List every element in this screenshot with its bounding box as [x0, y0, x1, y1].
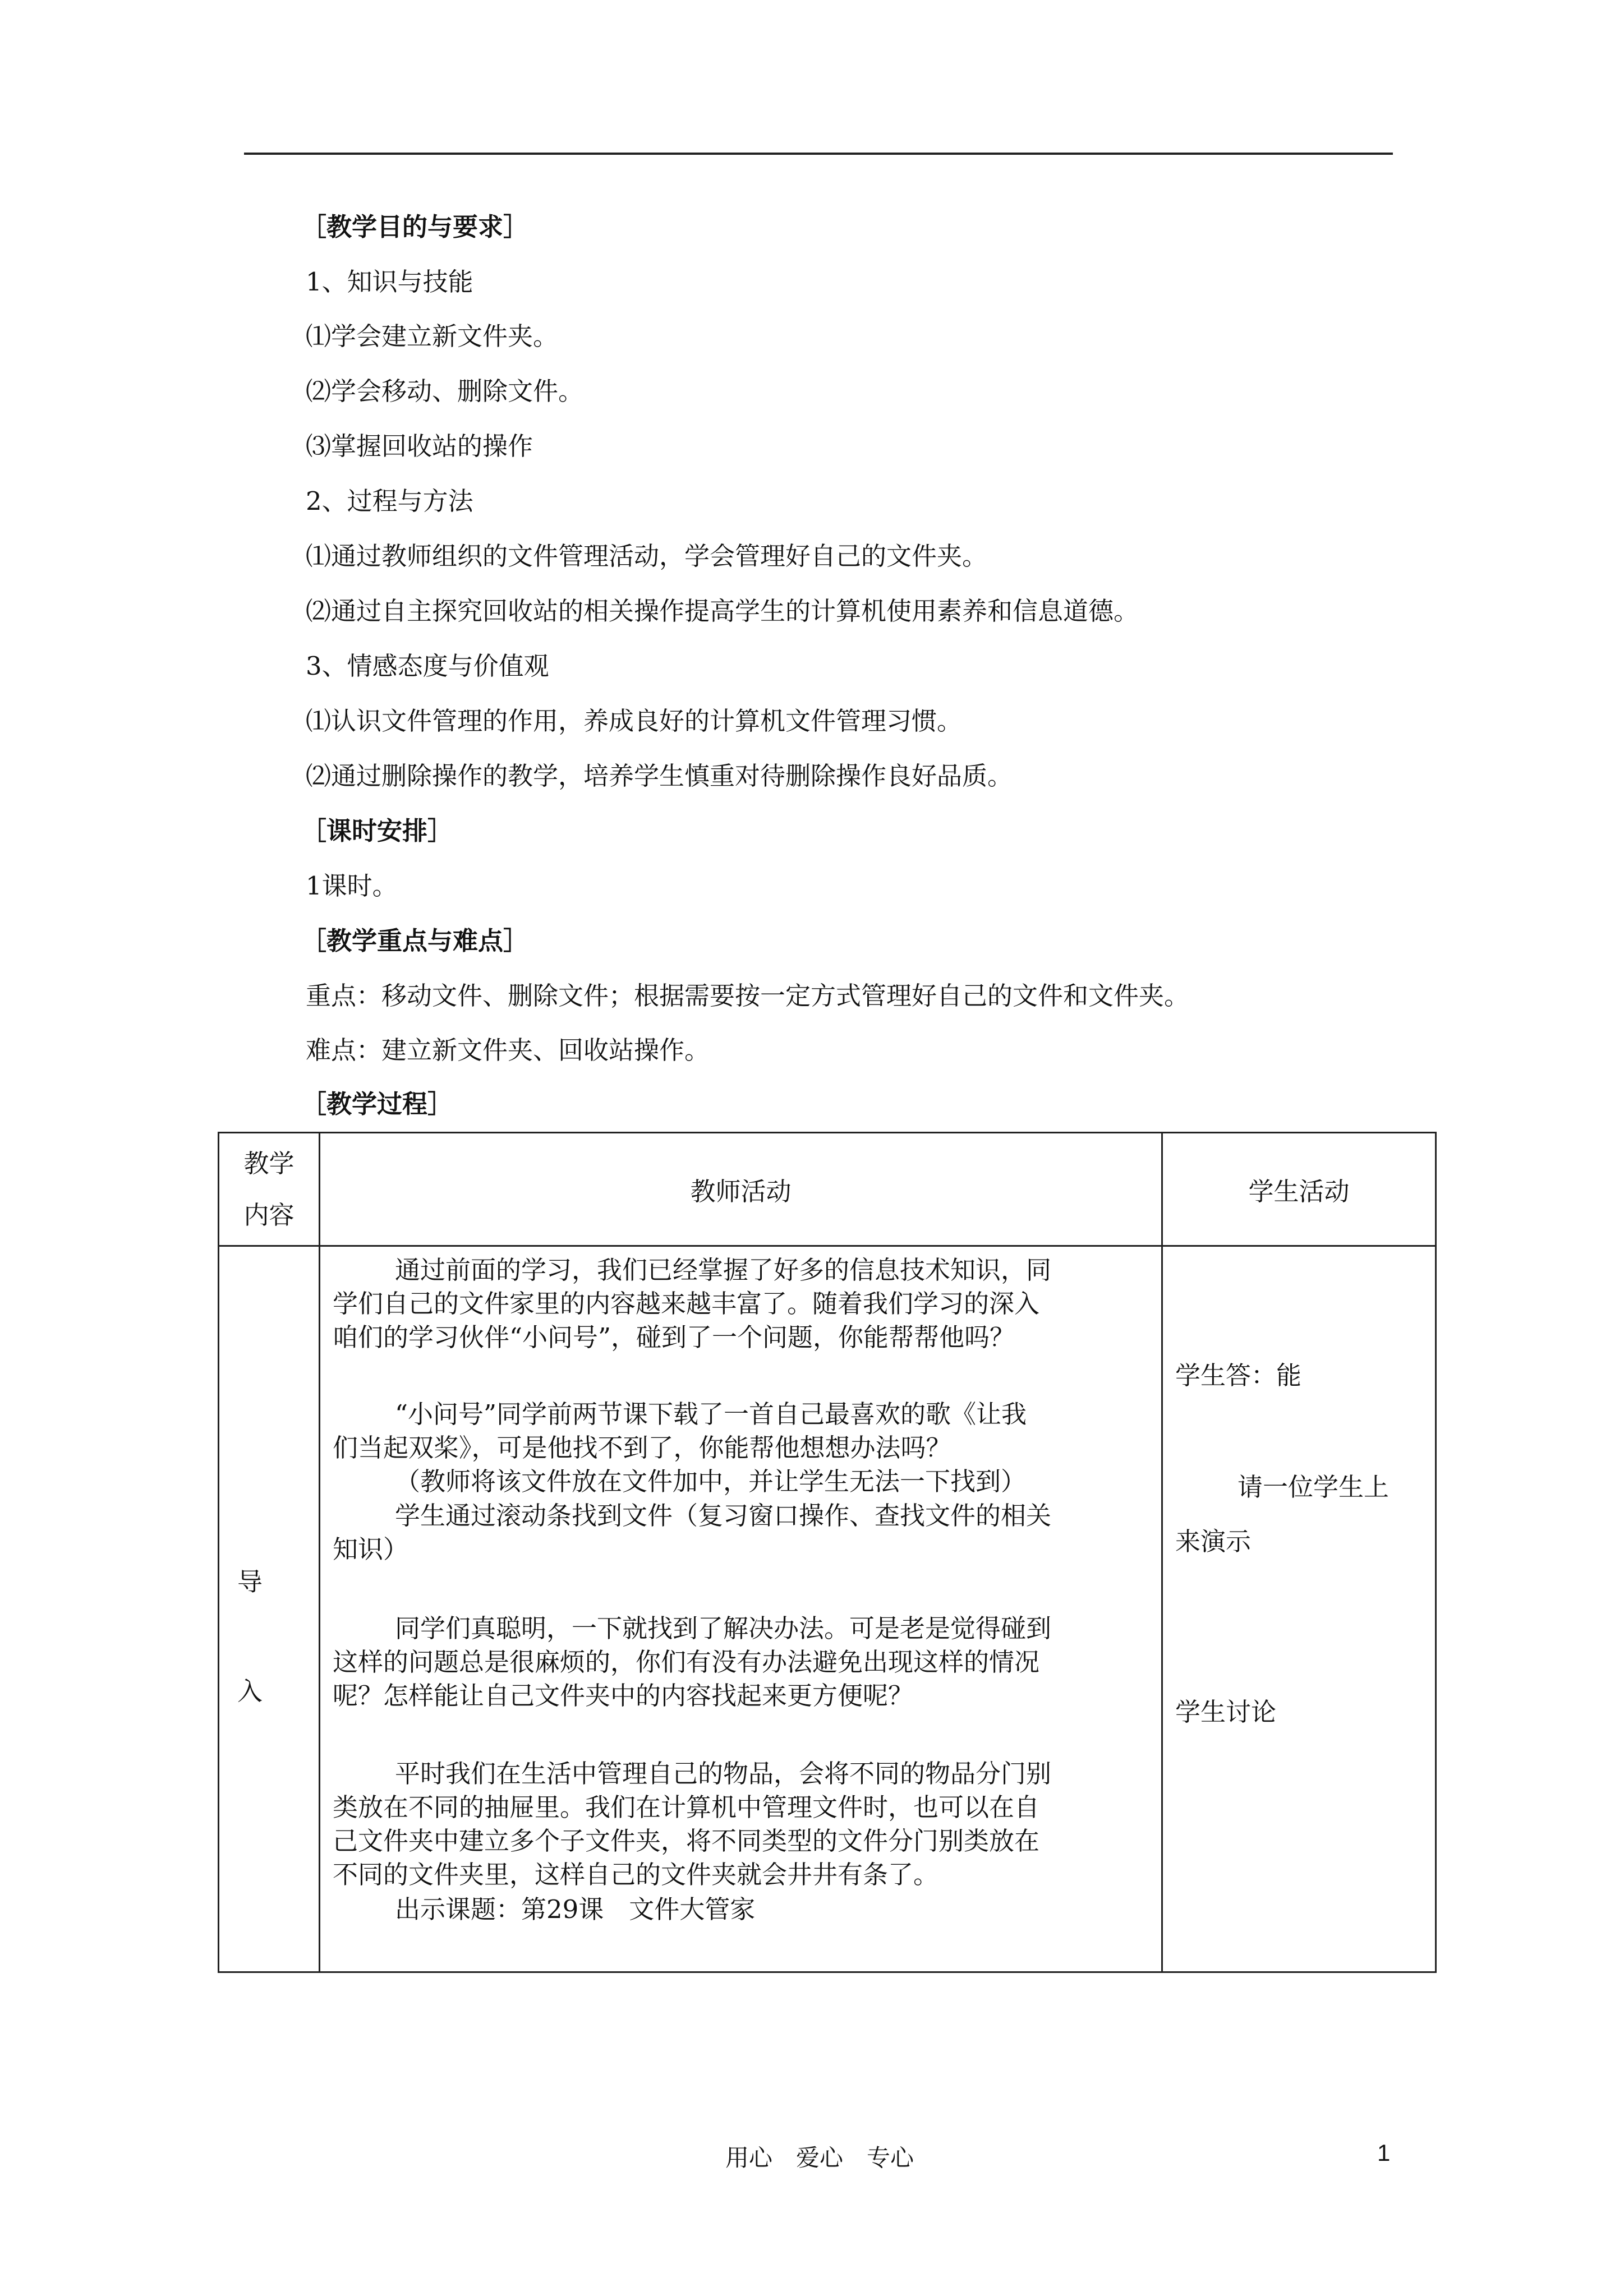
schedule-text: 1课时。 [306, 871, 398, 901]
teacher-line: 己文件夹中建立多个子文件夹，将不同类型的文件分门别类放在 [333, 1826, 1040, 1856]
lesson-process-table [218, 1132, 1437, 1973]
objective-line: 3、情感态度与价值观 [306, 651, 549, 681]
table-header-row [219, 1133, 1436, 1246]
section-label: 导 [237, 1567, 263, 1597]
teacher-activity-cell [320, 1246, 1162, 1972]
teacher-line: 类放在不同的抽屉里。我们在计算机中管理文件时，也可以在自 [333, 1792, 1040, 1822]
teacher-line: 学生通过滚动条找到文件（复习窗口操作、查找文件的相关 [395, 1501, 1052, 1530]
key-points-heading: ［教学重点与难点］ [301, 926, 529, 956]
student-activity-cell [1162, 1246, 1436, 1972]
page-number: 1 [1377, 2140, 1391, 2166]
header-teaching-content [219, 1133, 320, 1246]
teacher-line: 们当起双桨》，可是他找不到了，你能帮他想想办法吗？ [333, 1433, 951, 1463]
teacher-line: “小问号”同学前两节课下载了一首自己最喜欢的歌《让我 [395, 1399, 1027, 1429]
process-heading: ［教学过程］ [301, 1089, 453, 1119]
key-points-focus: 重点：移动文件、删除文件；根据需要按一定方式管理好自己的文件和文件夹。 [306, 981, 1190, 1011]
objective-line: ⑴认识文件管理的作用，养成良好的计算机文件管理习惯。 [306, 706, 963, 736]
objective-line: ⑶掌握回收站的操作 [306, 431, 533, 461]
header-rule [244, 153, 1393, 155]
teacher-line: 知识） [333, 1534, 409, 1564]
teacher-line: 咱们的学习伙伴“小问号”，碰到了一个问题，你能帮帮他吗？ [333, 1322, 1015, 1352]
objective-line: ⑵通过自主探究回收站的相关操作提高学生的计算机使用素养和信息道德。 [306, 596, 1139, 626]
objective-line: ⑴学会建立新文件夹。 [306, 321, 559, 351]
teacher-line: 通过前面的学习，我们已经掌握了好多的信息技术知识，同 [395, 1255, 1052, 1285]
objective-line: 1、知识与技能 [306, 267, 473, 297]
table-row [219, 1246, 1436, 1972]
teacher-line: 学们自己的文件家里的内容越来越丰富了。随着我们学习的深入 [333, 1289, 1040, 1318]
objective-line: ⑵学会移动、删除文件。 [306, 376, 584, 406]
teacher-line: 同学们真聪明，一下就找到了解决办法。可是老是觉得碰到 [395, 1613, 1052, 1643]
schedule-heading: ［课时安排］ [301, 816, 453, 846]
objective-line: 2、过程与方法 [306, 486, 473, 516]
section-label: 入 [237, 1676, 263, 1706]
teacher-line: 不同的文件夹里，这样自己的文件夹就会井井有条了。 [333, 1860, 939, 1889]
teacher-line: 呢？怎样能让自己文件夹中的内容找起来更方便呢？ [333, 1681, 914, 1711]
header-content-line: 教学 [243, 1148, 295, 1178]
student-line: 学生讨论 [1175, 1697, 1277, 1727]
footer-motto: 用心 爱心 专心 [725, 2144, 914, 2171]
student-line: 学生答：能 [1175, 1361, 1302, 1390]
teacher-line: （教师将该文件放在文件加中，并让学生无法一下找到） [395, 1467, 1027, 1496]
teacher-line: 这样的问题总是很麻烦的，你们有没有办法避免出现这样的情况 [333, 1647, 1040, 1677]
section-label-cell [219, 1246, 320, 1972]
teacher-line: 平时我们在生活中管理自己的物品，会将不同的物品分门别 [395, 1759, 1052, 1788]
header-content-line: 内容 [243, 1200, 295, 1230]
student-line: 请一位学生上 [1237, 1472, 1390, 1502]
objectives-heading: ［教学目的与要求］ [301, 212, 529, 242]
teacher-line: 出示课题：第29课 文件大管家 [395, 1894, 756, 1924]
header-teacher-activity: 教师活动 [320, 1133, 1162, 1246]
key-points-difficulty: 难点：建立新文件夹、回收站操作。 [306, 1035, 710, 1065]
header-student-activity: 学生活动 [1162, 1133, 1436, 1246]
objective-line: ⑵通过删除操作的教学，培养学生慎重对待删除操作良好品质。 [306, 761, 1013, 791]
student-line: 来演示 [1175, 1527, 1252, 1556]
objective-line: ⑴通过教师组织的文件管理活动，学会管理好自己的文件夹。 [306, 541, 988, 571]
